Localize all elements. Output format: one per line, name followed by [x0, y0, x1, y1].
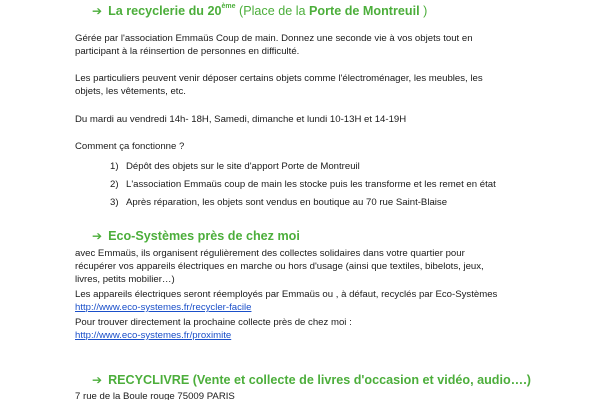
intro-paragraph	[75, 32, 585, 58]
address-line: 7 rue de la Boule rouge 75009 PARIS	[75, 391, 235, 400]
heading-superscript: ème	[221, 3, 236, 10]
recyclivre-heading	[92, 372, 531, 388]
heading-text: RECYCLIVRE (Vente et collecte de livres d'occasion et vidéo, audio….)	[108, 373, 531, 387]
step-text: Après réparation, les objets sont vendus en boutique au 70 rue Saint-Blaise	[126, 197, 448, 208]
particuliers-line: objets, les vêtements, etc.	[75, 86, 186, 97]
proximite-link[interactable]: http://www.eco-systemes.fr/proximite	[75, 330, 232, 341]
intro-line: Gérée par l'association Emmaüs Coup de main. Donnez une seconde vie à vos objets tout en	[75, 33, 473, 44]
question-paragraph	[75, 140, 585, 153]
arrow-right-icon: ➔	[92, 229, 103, 243]
particuliers-line: Les particuliers peuvent venir déposer certains objets comme l'électroménager, les meubles, les	[75, 73, 483, 84]
heading-place-bold: Porte de Montreuil	[309, 4, 420, 18]
recycler-facile-link[interactable]: http://www.eco-systemes.fr/recycler-facile	[75, 302, 252, 313]
eco-line: récupérer vos appareils électriques en marche ou hors d'usage (ainsi que textiles, bibelots, jeux,	[75, 261, 484, 272]
hours-paragraph	[75, 113, 585, 126]
eco-line: avec Emmaüs, ils organisent régulièrement des collectes solidaires dans votre quartier pour	[75, 248, 465, 259]
step-text: Dépôt des objets sur le site d'apport Porte de Montreuil	[126, 161, 360, 172]
list-item	[110, 196, 590, 214]
arrow-right-icon: ➔	[92, 373, 103, 387]
heading-place-close: )	[419, 4, 428, 18]
list-item	[110, 178, 590, 196]
recyclivre-address	[75, 390, 585, 400]
eco-systemes-paragraph	[75, 247, 585, 342]
heading-place-open: (Place de la	[235, 4, 310, 18]
heading-text: La recyclerie du 20	[108, 4, 222, 18]
step-number: 2)	[110, 179, 119, 190]
eco-systemes-heading	[92, 228, 300, 244]
intro-line: participant à la réinsertion de personnes en difficulté.	[75, 46, 300, 57]
eco-line: livres, petits mobilier…)	[75, 274, 175, 285]
eco-line: Les appareils électriques seront réemployés par Emmaüs ou , à défaut, recyclés par Eco-Systèmes	[75, 289, 498, 300]
heading-text: Eco-Systèmes près de chez moi	[108, 229, 300, 243]
step-text: L'association Emmaüs coup de main les stocke puis les transforme et les remet en état	[126, 179, 496, 190]
step-number: 3)	[110, 197, 119, 208]
eco-line: Pour trouver directement la prochaine collecte près de chez moi :	[75, 317, 352, 328]
step-number: 1)	[110, 161, 119, 172]
arrow-right-icon: ➔	[92, 4, 103, 18]
steps-list	[110, 160, 590, 214]
particuliers-paragraph	[75, 72, 585, 98]
recyclerie-heading	[92, 3, 427, 19]
list-item	[110, 160, 590, 178]
how-it-works-question: Comment ça fonctionne ?	[75, 141, 185, 152]
opening-hours: Du mardi au vendredi 14h- 18H, Samedi, dimanche et lundi 10-13H et 14-19H	[75, 114, 407, 125]
